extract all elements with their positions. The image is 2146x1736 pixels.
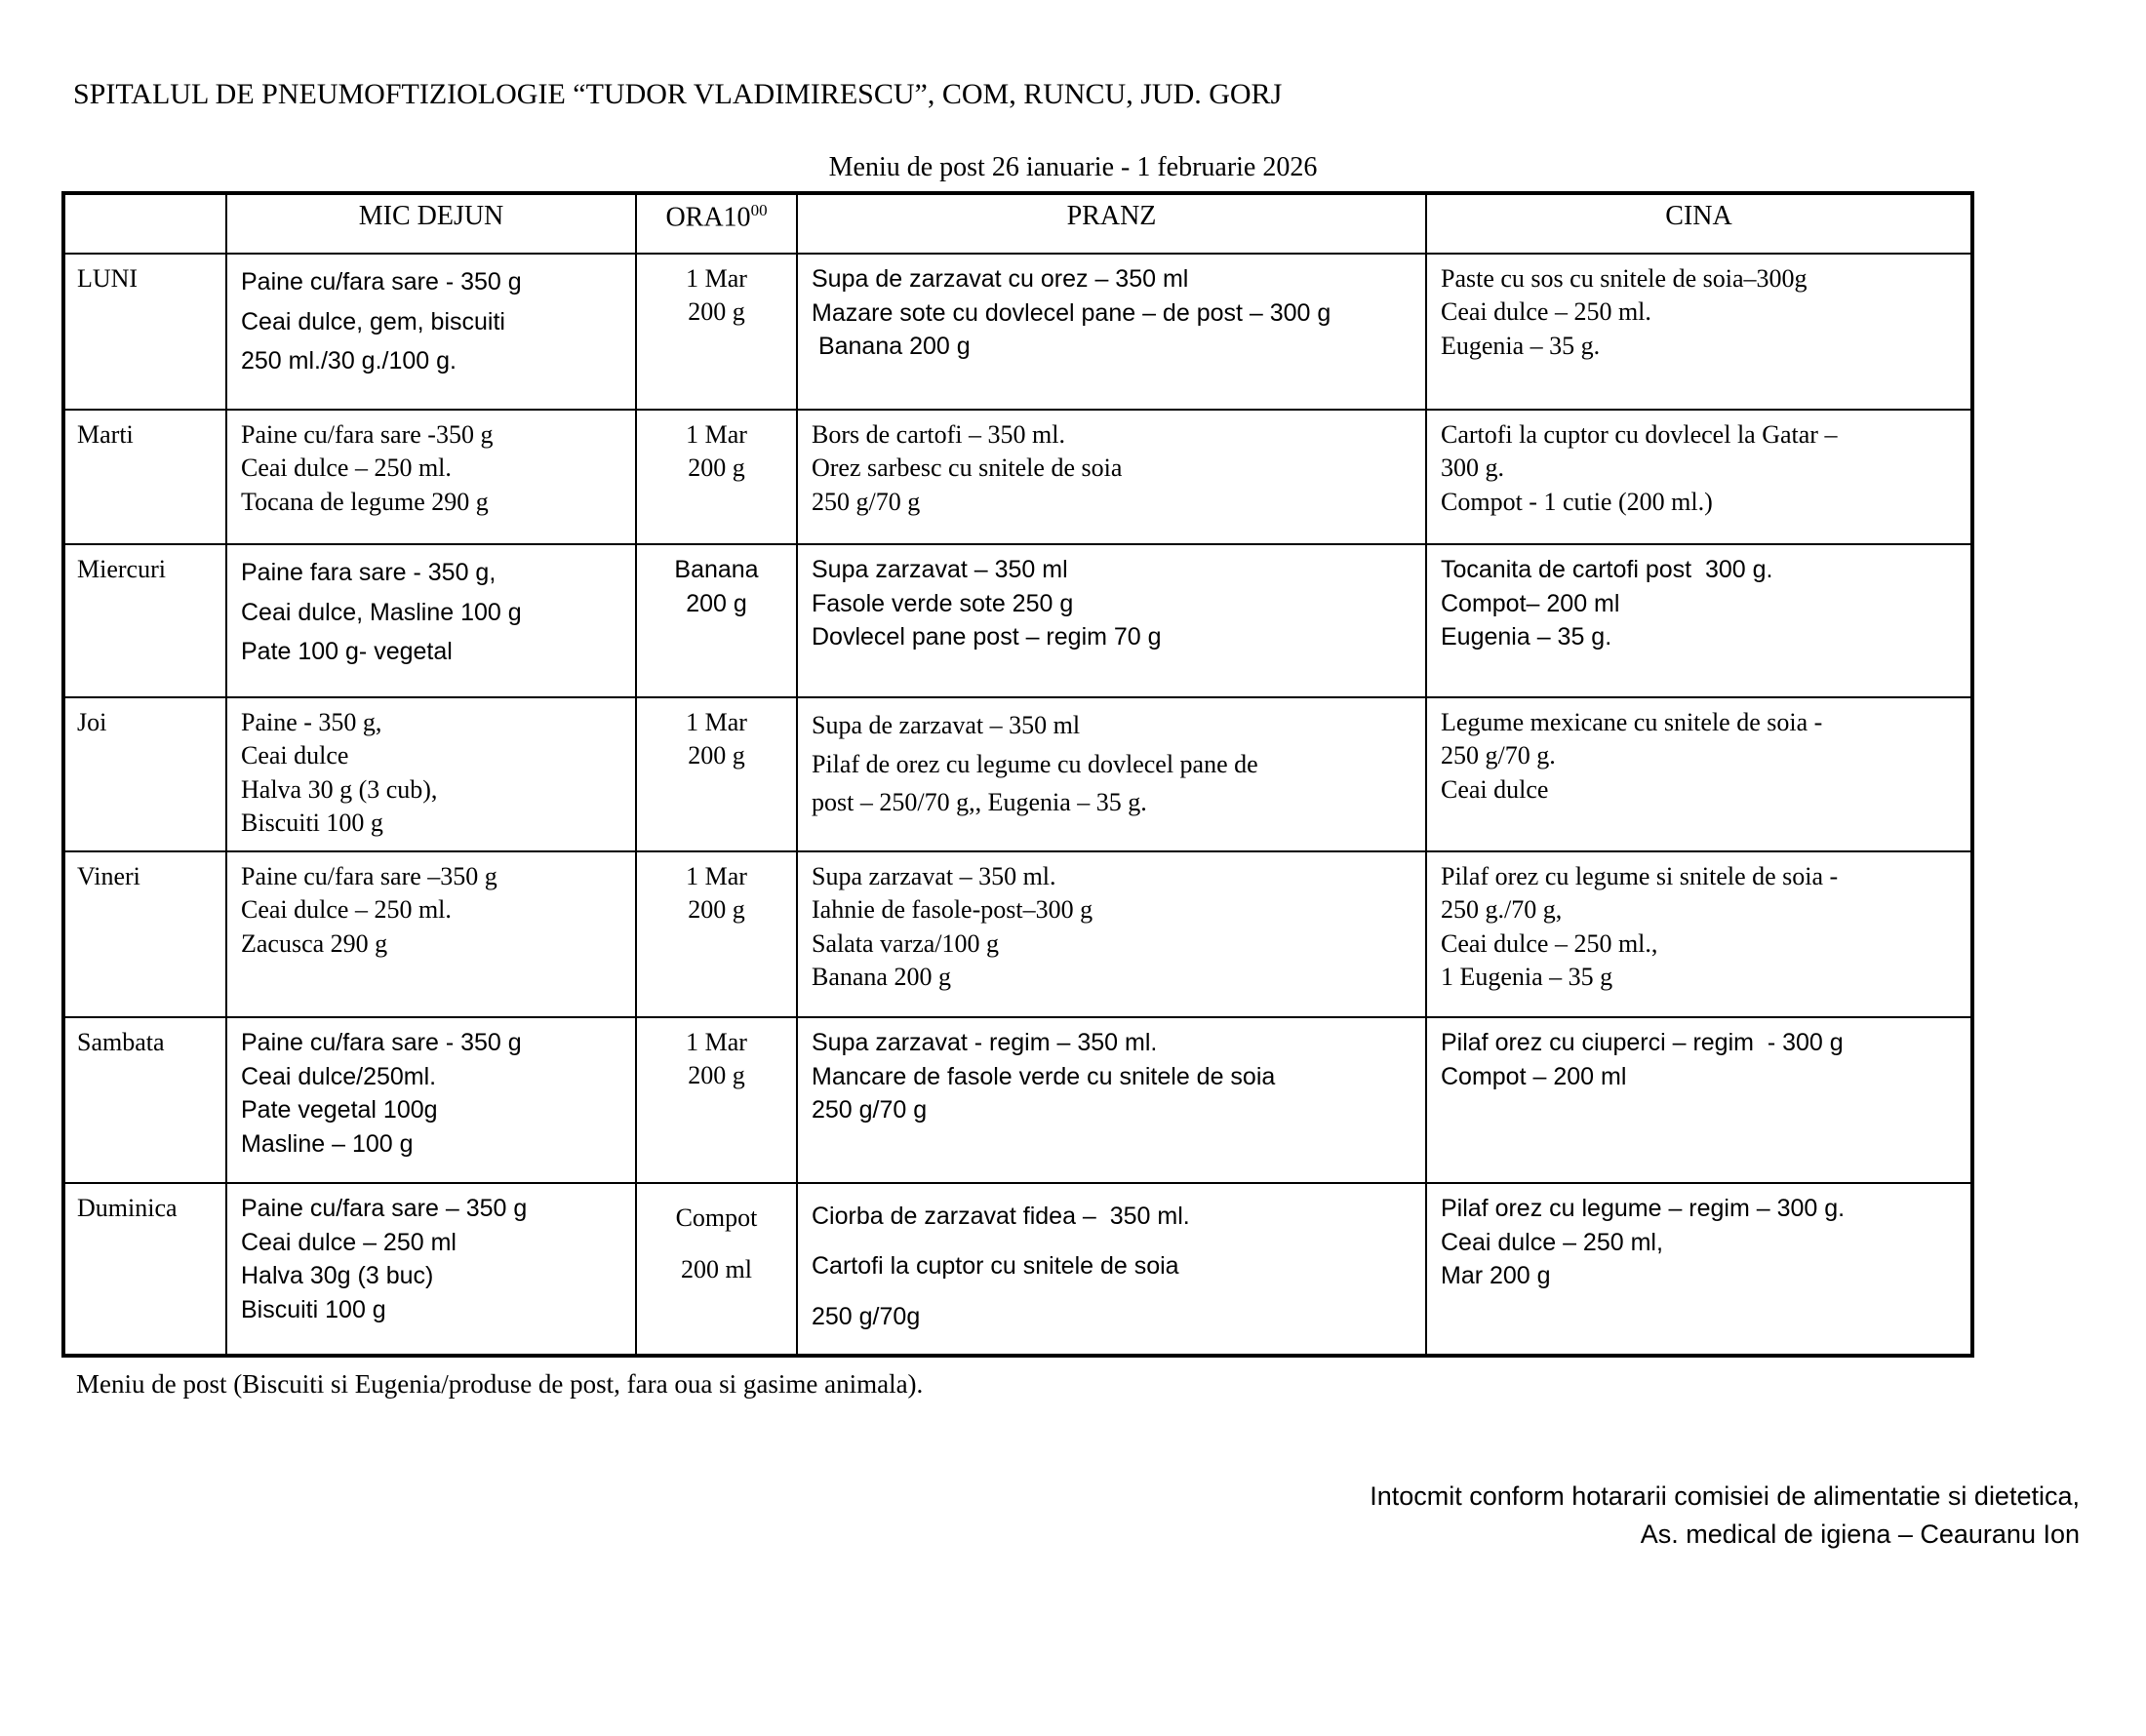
menu-line: 1 Mar: [686, 420, 747, 449]
menu-line: Tocanita de cartofi post 300 g.: [1441, 556, 1773, 583]
menu-line: Mar 200 g: [1441, 1262, 1551, 1289]
column-header-cina: CINA: [1426, 193, 1972, 254]
menu-line: Supa zarzavat - regim – 350 ml.: [812, 1029, 1158, 1056]
mic-dejun-cell: [226, 410, 636, 544]
ora10-cell: [636, 697, 797, 851]
menu-line: 300 g.: [1441, 454, 1504, 483]
menu-line: Orez sarbesc cu snitele de soia: [812, 454, 1123, 483]
day-cell: Miercuri: [63, 544, 226, 697]
menu-line: 200 ml: [681, 1255, 752, 1284]
menu-line: 1 Mar: [686, 708, 747, 736]
menu-line: Dovlecel pane post – regim 70 g: [812, 623, 1162, 651]
menu-line: Cartofi la cuptor cu dovlecel la Gatar –: [1441, 420, 1838, 449]
pranz-cell: [797, 851, 1426, 1017]
ora10-superscript: 00: [750, 201, 768, 219]
menu-line: Compot – 200 ml: [1441, 1062, 1627, 1090]
day-cell: Vineri: [63, 851, 226, 1017]
menu-line: 250 g/70 g.: [1441, 741, 1556, 770]
menu-line: Halva 30g (3 buc): [241, 1262, 434, 1289]
menu-line: 200 g: [688, 454, 745, 483]
menu-line: Pilaf orez cu ciuperci – regim - 300 g: [1441, 1029, 1844, 1056]
menu-line: Paste cu sos cu snitele de soia–300g: [1441, 264, 1808, 293]
menu-line: Biscuiti 100 g: [241, 1295, 386, 1323]
menu-line: Paine cu/fara sare - 350 g: [241, 268, 522, 296]
menu-line: Pilaf de orez cu legume cu dovlecel pane de: [812, 749, 1258, 778]
signature-line-1: Intocmit conform hotararii comisiei de alimentatie si dietetica,: [1370, 1481, 2080, 1511]
cina-cell: [1426, 410, 1972, 544]
menu-line: Ceai dulce – 250 ml,: [1441, 1228, 1663, 1256]
pranz-cell: [797, 1017, 1426, 1183]
ora10-cell: [636, 544, 797, 697]
menu-subtitle: Meniu de post 26 ianuarie - 1 februarie 2026: [828, 152, 1318, 182]
ora10-cell: [636, 410, 797, 544]
menu-line: 1 Mar: [686, 862, 747, 890]
menu-line: 1 Mar: [686, 264, 747, 293]
signature-block: [0, 1478, 2080, 1554]
day-cell: Sambata: [63, 1017, 226, 1183]
menu-line: Pilaf orez cu legume – regim – 300 g.: [1441, 1195, 1846, 1222]
menu-note: Meniu de post (Biscuiti si Eugenia/produse de post, fara oua si gasime animala).: [76, 1369, 924, 1399]
table-row: [63, 544, 1972, 697]
pranz-cell: [797, 254, 1426, 410]
cina-cell: [1426, 697, 1972, 851]
menu-line: 1 Eugenia – 35 g: [1441, 962, 1613, 991]
mic-dejun-cell: [226, 544, 636, 697]
menu-line: Paine cu/fara sare -350 g: [241, 420, 494, 449]
menu-line: Paine fara sare - 350 g,: [241, 559, 497, 586]
menu-line: 250 g/70 g: [812, 1096, 928, 1124]
column-header-mic-dejun: MIC DEJUN: [226, 193, 636, 254]
menu-line: 200 g: [686, 589, 747, 617]
column-header-day: [63, 193, 226, 254]
table-row: [63, 1183, 1972, 1356]
pranz-cell: [797, 410, 1426, 544]
menu-line: Pate vegetal 100g: [241, 1096, 438, 1124]
pranz-cell: [797, 697, 1426, 851]
menu-line: Pilaf orez cu legume si snitele de soia -: [1441, 862, 1839, 890]
column-header-pranz: PRANZ: [797, 193, 1426, 254]
menu-line: Supa zarzavat – 350 ml.: [812, 862, 1056, 890]
menu-line: Supa de zarzavat – 350 ml: [812, 711, 1081, 739]
menu-line: Supa de zarzavat cu orez – 350 ml: [812, 265, 1189, 293]
table-row: [63, 410, 1972, 544]
table-row: [63, 697, 1972, 851]
ora10-label: ORA10: [665, 202, 751, 233]
menu-line: Masline – 100 g: [241, 1129, 414, 1158]
cina-cell: [1426, 1017, 1972, 1183]
menu-line: Eugenia – 35 g.: [1441, 331, 1601, 360]
menu-line: 250 g/70 g: [812, 487, 921, 516]
menu-line: Mazare sote cu dovlecel pane – de post – 300 g: [812, 298, 1331, 327]
menu-line: Ceai dulce – 250 ml.,: [1441, 928, 1658, 958]
header-row: [63, 193, 1972, 254]
menu-line: Biscuiti 100 g: [241, 808, 383, 837]
mic-dejun-cell: [226, 1183, 636, 1356]
menu-line: Paine cu/fara sare – 350 g: [241, 1195, 528, 1222]
table-row: [63, 1017, 1972, 1183]
menu-line: Compot: [675, 1203, 758, 1232]
menu-line: Ceai dulce, Masline 100 g: [241, 598, 522, 626]
menu-line: Salata varza/100 g: [812, 928, 1000, 958]
day-cell: Duminica: [63, 1183, 226, 1356]
menu-line: 200 g: [688, 297, 745, 327]
menu-line: Paine - 350 g,: [241, 708, 382, 736]
table-row: [63, 254, 1972, 410]
ora10-cell: [636, 851, 797, 1017]
menu-line: Paine cu/fara sare - 350 g: [241, 1029, 522, 1056]
menu-line: 250 g/70g: [812, 1302, 921, 1330]
menu-line: Ceai dulce – 250 ml.: [241, 895, 452, 925]
menu-line: 200 g: [688, 1061, 745, 1090]
menu-line: Compot - 1 cutie (200 ml.): [1441, 487, 1713, 516]
menu-line: Ceai dulce: [1441, 774, 1549, 804]
cina-cell: [1426, 1183, 1972, 1356]
menu-table: [61, 191, 1974, 1358]
day-cell: Joi: [63, 697, 226, 851]
menu-line: Ceai dulce – 250 ml: [241, 1228, 457, 1256]
pranz-cell: [797, 544, 1426, 697]
mic-dejun-cell: [226, 851, 636, 1017]
menu-line: Fasole verde sote 250 g: [812, 589, 1074, 617]
menu-table-body: [63, 254, 1972, 1356]
menu-line: Banana: [674, 556, 759, 583]
menu-line: Halva 30 g (3 cub),: [241, 774, 438, 804]
pranz-cell: [797, 1183, 1426, 1356]
signature-line-2: As. medical de igiena – Ceauranu Ion: [1640, 1519, 2080, 1550]
mic-dejun-cell: [226, 1017, 636, 1183]
menu-line: 200 g: [688, 895, 745, 925]
menu-line: 250 ml./30 g./100 g.: [241, 347, 457, 375]
menu-line: Zacusca 290 g: [241, 928, 388, 958]
menu-line: Supa zarzavat – 350 ml: [812, 556, 1068, 583]
menu-line: Tocana de legume 290 g: [241, 487, 489, 516]
menu-line: Iahnie de fasole-post–300 g: [812, 895, 1093, 925]
menu-line: Ciorba de zarzavat fidea – 350 ml.: [812, 1203, 1190, 1230]
menu-line: post – 250/70 g,, Eugenia – 35 g.: [812, 788, 1147, 817]
cina-cell: [1426, 851, 1972, 1017]
day-cell: LUNI: [63, 254, 226, 410]
menu-line: Ceai dulce – 250 ml.: [1441, 297, 1651, 327]
menu-line: 200 g: [688, 741, 745, 770]
mic-dejun-cell: [226, 697, 636, 851]
menu-line: 1 Mar: [686, 1028, 747, 1056]
cina-cell: [1426, 254, 1972, 410]
menu-line: Banana 200 g: [812, 962, 951, 991]
menu-line: Banana 200 g: [812, 333, 971, 360]
menu-line: Mancare de fasole verde cu snitele de soia: [812, 1062, 1276, 1090]
day-cell: Marti: [63, 410, 226, 544]
ora10-cell: [636, 1017, 797, 1183]
menu-line: Ceai dulce – 250 ml.: [241, 454, 452, 483]
menu-line: Compot– 200 ml: [1441, 589, 1620, 617]
ora10-cell: [636, 254, 797, 410]
mic-dejun-cell: [226, 254, 636, 410]
menu-line: Paine cu/fara sare –350 g: [241, 862, 497, 890]
menu-table-header: [63, 193, 1972, 254]
menu-line: Pate 100 g- vegetal: [241, 638, 453, 665]
menu-line: Bors de cartofi – 350 ml.: [812, 420, 1065, 449]
ora10-cell: [636, 1183, 797, 1356]
page-title: SPITALUL DE PNEUMOFTIZIOLOGIE “TUDOR VLADIMIRESCU”, COM, RUNCU, JUD. GORJ: [73, 78, 1283, 110]
menu-line: Ceai dulce, gem, biscuiti: [241, 307, 505, 335]
menu-line: Eugenia – 35 g.: [1441, 623, 1612, 651]
menu-line: Ceai dulce: [241, 741, 349, 770]
table-row: [63, 851, 1972, 1017]
menu-line: 250 g./70 g,: [1441, 895, 1563, 925]
cina-cell: [1426, 544, 1972, 697]
menu-line: Cartofi la cuptor cu snitele de soia: [812, 1252, 1179, 1281]
menu-line: Legume mexicane cu snitele de soia -: [1441, 708, 1823, 736]
column-header-ora10: [636, 193, 797, 254]
menu-line: Ceai dulce/250ml.: [241, 1062, 437, 1090]
